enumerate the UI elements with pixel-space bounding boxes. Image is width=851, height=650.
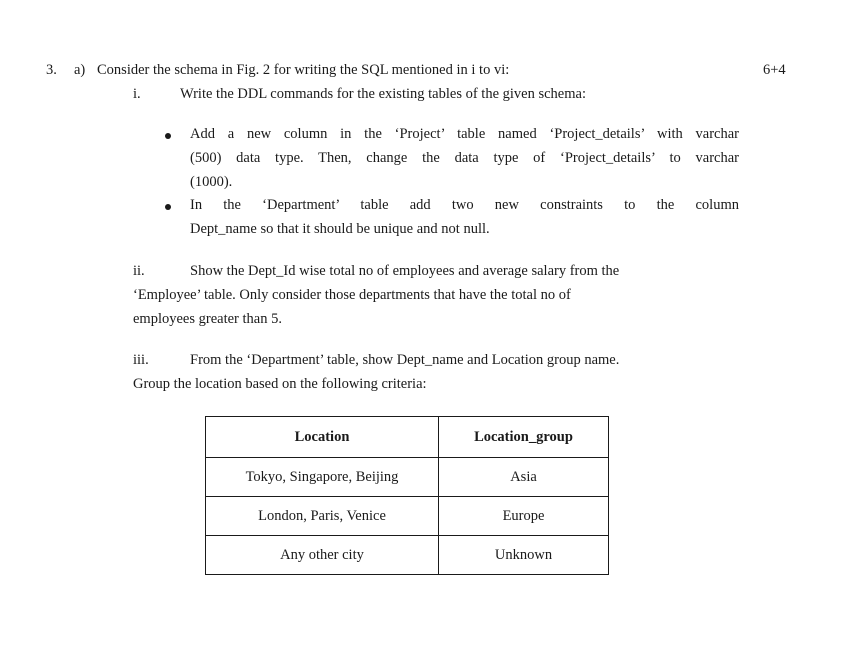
table-cell-group: Asia bbox=[439, 458, 609, 497]
table-header-location-group: Location_group bbox=[439, 417, 609, 458]
item-ii-numeral: ii. bbox=[133, 263, 145, 279]
bullet-1-line-1: Add a new column in the ‘Project’ table named ‘Project_details’ with varchar bbox=[190, 126, 739, 142]
item-iii-line-1: From the ‘Department’ table, show Dept_name and Location group name. bbox=[190, 352, 620, 368]
item-iii-line-2: Group the location based on the following criteria: bbox=[133, 376, 427, 392]
item-i-numeral: i. bbox=[133, 86, 141, 102]
location-group-table bbox=[205, 416, 609, 575]
table-cell-group: Europe bbox=[439, 497, 609, 536]
item-ii-line-2: ‘Employee’ table. Only consider those departments that have the total no of bbox=[133, 287, 571, 303]
question-number: 3. bbox=[46, 62, 57, 78]
bullet-2-line-1: In the ‘Department’ table add two new constraints to the column bbox=[190, 197, 739, 213]
bullet-1-line-2: (500) data type. Then, change the data type of ‘Project_details’ to varchar bbox=[190, 150, 739, 166]
table-cell-location: Tokyo, Singapore, Beijing bbox=[206, 458, 439, 497]
table-row bbox=[206, 497, 609, 536]
item-ii-line-3: employees greater than 5. bbox=[133, 311, 282, 327]
table-row bbox=[206, 536, 609, 575]
table-cell-location: London, Paris, Venice bbox=[206, 497, 439, 536]
item-iii-numeral: iii. bbox=[133, 352, 149, 368]
question-marks: 6+4 bbox=[763, 62, 786, 78]
table-header-location: Location bbox=[206, 417, 439, 458]
bullet-dot-1 bbox=[165, 133, 171, 139]
bullet-2-line-2: Dept_name so that it should be unique and not null. bbox=[190, 221, 490, 237]
table-row bbox=[206, 458, 609, 497]
question-intro: Consider the schema in Fig. 2 for writing the SQL mentioned in i to vi: bbox=[97, 62, 510, 78]
table-cell-location: Any other city bbox=[206, 536, 439, 575]
question-part: a) bbox=[74, 62, 86, 78]
item-i-text: Write the DDL commands for the existing tables of the given schema: bbox=[180, 86, 586, 102]
bullet-dot-2 bbox=[165, 204, 171, 210]
table-header-row bbox=[206, 417, 609, 458]
bullet-1-line-3: (1000). bbox=[190, 174, 233, 190]
table-cell-group: Unknown bbox=[439, 536, 609, 575]
item-ii-line-1: Show the Dept_Id wise total no of employees and average salary from the bbox=[190, 263, 620, 279]
